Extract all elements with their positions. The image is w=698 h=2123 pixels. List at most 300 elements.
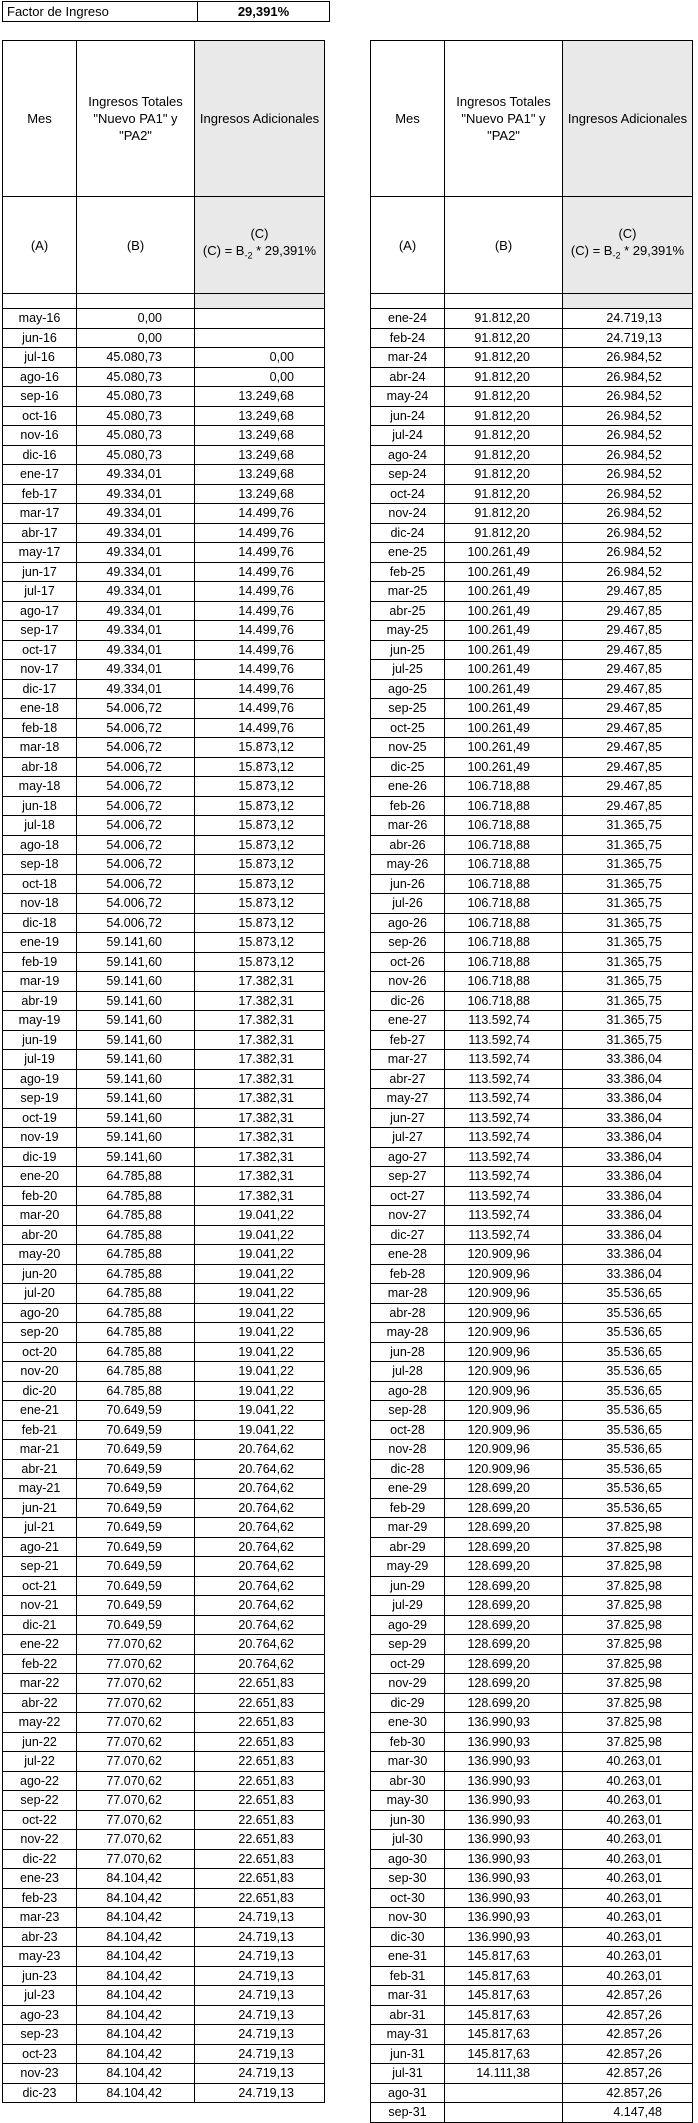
cell-mes[interactable]: jul-22 bbox=[3, 1752, 77, 1772]
cell-ingresos-adicionales[interactable]: 33.386,04 bbox=[563, 1069, 693, 1089]
cell-ingresos-totales[interactable]: 70.649,59 bbox=[77, 1537, 195, 1557]
cell-ingresos-totales[interactable]: 64.785,88 bbox=[77, 1245, 195, 1265]
cell-mes[interactable]: may-26 bbox=[371, 855, 445, 875]
cell-mes[interactable]: feb-29 bbox=[371, 1498, 445, 1518]
cell-ingresos-adicionales[interactable]: 37.825,98 bbox=[563, 1713, 693, 1733]
cell-mes[interactable]: nov-17 bbox=[3, 660, 77, 680]
cell-mes[interactable]: ene-28 bbox=[371, 1245, 445, 1265]
cell-ingresos-adicionales[interactable]: 15.873,12 bbox=[195, 757, 325, 777]
cell-ingresos-adicionales[interactable]: 42.857,26 bbox=[563, 1986, 693, 2006]
cell-ingresos-adicionales[interactable]: 20.764,62 bbox=[195, 1576, 325, 1596]
cell-ingresos-totales[interactable]: 128.699,20 bbox=[445, 1537, 563, 1557]
cell-ingresos-adicionales[interactable]: 31.365,75 bbox=[563, 1011, 693, 1031]
cell-ingresos-adicionales[interactable]: 31.365,75 bbox=[563, 1030, 693, 1050]
cell-mes[interactable]: oct-27 bbox=[371, 1186, 445, 1206]
cell-ingresos-adicionales[interactable]: 24.719,13 bbox=[195, 2064, 325, 2084]
cell-ingresos-totales[interactable]: 64.785,88 bbox=[77, 1264, 195, 1284]
cell-mes[interactable]: sep-29 bbox=[371, 1635, 445, 1655]
cell-mes[interactable]: jul-27 bbox=[371, 1128, 445, 1148]
cell-ingresos-totales[interactable]: 77.070,62 bbox=[77, 1791, 195, 1811]
cell-ingresos-adicionales[interactable]: 14.499,76 bbox=[195, 601, 325, 621]
cell-ingresos-totales[interactable]: 136.990,93 bbox=[445, 1908, 563, 1928]
cell-ingresos-adicionales[interactable]: 31.365,75 bbox=[563, 991, 693, 1011]
cell-ingresos-adicionales[interactable]: 22.651,83 bbox=[195, 1888, 325, 1908]
cell-ingresos-adicionales[interactable]: 19.041,22 bbox=[195, 1420, 325, 1440]
cell-mes[interactable]: ene-27 bbox=[371, 1011, 445, 1031]
cell-ingresos-totales[interactable]: 84.104,42 bbox=[77, 1966, 195, 1986]
cell-mes[interactable]: abr-25 bbox=[371, 601, 445, 621]
cell-ingresos-totales[interactable]: 91.812,20 bbox=[445, 484, 563, 504]
cell-ingresos-totales[interactable]: 49.334,01 bbox=[77, 601, 195, 621]
cell-ingresos-totales[interactable]: 120.909,96 bbox=[445, 1342, 563, 1362]
cell-ingresos-totales[interactable]: 128.699,20 bbox=[445, 1479, 563, 1499]
cell-ingresos-totales[interactable]: 100.261,49 bbox=[445, 601, 563, 621]
cell-ingresos-totales[interactable]: 100.261,49 bbox=[445, 679, 563, 699]
cell-mes[interactable]: may-19 bbox=[3, 1011, 77, 1031]
cell-ingresos-adicionales[interactable]: 14.499,76 bbox=[195, 699, 325, 719]
cell-ingresos-totales[interactable]: 84.104,42 bbox=[77, 2044, 195, 2064]
cell-ingresos-totales[interactable]: 128.699,20 bbox=[445, 1596, 563, 1616]
cell-mes[interactable]: nov-22 bbox=[3, 1830, 77, 1850]
cell-mes[interactable]: dic-26 bbox=[371, 991, 445, 1011]
cell-ingresos-adicionales[interactable]: 37.825,98 bbox=[563, 1615, 693, 1635]
cell-ingresos-adicionales[interactable]: 20.764,62 bbox=[195, 1615, 325, 1635]
cell-mes[interactable]: may-21 bbox=[3, 1479, 77, 1499]
cell-ingresos-adicionales[interactable]: 29.467,85 bbox=[563, 601, 693, 621]
cell-ingresos-totales[interactable] bbox=[445, 2103, 563, 2123]
cell-ingresos-adicionales[interactable]: 37.825,98 bbox=[563, 1732, 693, 1752]
cell-ingresos-totales[interactable]: 84.104,42 bbox=[77, 2005, 195, 2025]
cell-ingresos-adicionales[interactable]: 29.467,85 bbox=[563, 679, 693, 699]
cell-mes[interactable]: ago-31 bbox=[371, 2083, 445, 2103]
cell-ingresos-adicionales[interactable]: 26.984,52 bbox=[563, 562, 693, 582]
cell-ingresos-totales[interactable]: 64.785,88 bbox=[77, 1206, 195, 1226]
cell-mes[interactable]: ene-25 bbox=[371, 543, 445, 563]
cell-ingresos-adicionales[interactable]: 33.386,04 bbox=[563, 1264, 693, 1284]
cell-ingresos-totales[interactable]: 91.812,20 bbox=[445, 465, 563, 485]
cell-ingresos-adicionales[interactable]: 19.041,22 bbox=[195, 1225, 325, 1245]
cell-ingresos-adicionales[interactable]: 24.719,13 bbox=[195, 2025, 325, 2045]
cell-ingresos-adicionales[interactable]: 29.467,85 bbox=[563, 777, 693, 797]
cell-ingresos-totales[interactable]: 106.718,88 bbox=[445, 933, 563, 953]
cell-ingresos-adicionales[interactable]: 19.041,22 bbox=[195, 1284, 325, 1304]
cell-ingresos-adicionales[interactable]: 20.764,62 bbox=[195, 1635, 325, 1655]
cell-mes[interactable]: mar-28 bbox=[371, 1284, 445, 1304]
cell-ingresos-totales[interactable]: 128.699,20 bbox=[445, 1576, 563, 1596]
header-ingresos-adicionales[interactable]: Ingresos Adicionales bbox=[563, 41, 693, 197]
cell-mes[interactable]: nov-29 bbox=[371, 1674, 445, 1694]
cell-mes[interactable]: abr-17 bbox=[3, 523, 77, 543]
cell-ingresos-totales[interactable]: 136.990,93 bbox=[445, 1927, 563, 1947]
cell-ingresos-totales[interactable]: 100.261,49 bbox=[445, 621, 563, 641]
cell-ingresos-totales[interactable]: 136.990,93 bbox=[445, 1830, 563, 1850]
cell-ingresos-totales[interactable]: 84.104,42 bbox=[77, 1869, 195, 1889]
cell-mes[interactable]: jul-30 bbox=[371, 1830, 445, 1850]
cell-ingresos-totales[interactable]: 49.334,01 bbox=[77, 543, 195, 563]
cell-ingresos-adicionales[interactable]: 13.249,68 bbox=[195, 484, 325, 504]
cell-mes[interactable]: feb-26 bbox=[371, 796, 445, 816]
cell-mes[interactable]: mar-17 bbox=[3, 504, 77, 524]
cell-ingresos-adicionales[interactable]: 24.719,13 bbox=[195, 1966, 325, 1986]
cell-ingresos-totales[interactable]: 106.718,88 bbox=[445, 855, 563, 875]
cell-mes[interactable]: may-31 bbox=[371, 2025, 445, 2045]
cell-ingresos-adicionales[interactable]: 20.764,62 bbox=[195, 1459, 325, 1479]
cell-ingresos-adicionales[interactable]: 26.984,52 bbox=[563, 367, 693, 387]
cell-ingresos-totales[interactable]: 70.649,59 bbox=[77, 1557, 195, 1577]
cell-ingresos-adicionales[interactable]: 14.499,76 bbox=[195, 660, 325, 680]
cell-ingresos-adicionales[interactable]: 35.536,65 bbox=[563, 1440, 693, 1460]
cell-ingresos-totales[interactable]: 70.649,59 bbox=[77, 1459, 195, 1479]
cell-ingresos-totales[interactable]: 100.261,49 bbox=[445, 582, 563, 602]
cell-ingresos-adicionales[interactable]: 37.825,98 bbox=[563, 1537, 693, 1557]
cell-mes[interactable]: oct-30 bbox=[371, 1888, 445, 1908]
cell-mes[interactable]: jul-28 bbox=[371, 1362, 445, 1382]
cell-mes[interactable]: jun-23 bbox=[3, 1966, 77, 1986]
cell-mes[interactable]: may-28 bbox=[371, 1323, 445, 1343]
cell-mes[interactable]: nov-18 bbox=[3, 894, 77, 914]
cell-mes[interactable]: feb-23 bbox=[3, 1888, 77, 1908]
cell-ingresos-adicionales[interactable]: 26.984,52 bbox=[563, 543, 693, 563]
cell-ingresos-totales[interactable]: 77.070,62 bbox=[77, 1654, 195, 1674]
cell-ingresos-adicionales[interactable]: 33.386,04 bbox=[563, 1245, 693, 1265]
cell-ingresos-adicionales[interactable]: 13.249,68 bbox=[195, 406, 325, 426]
cell-ingresos-adicionales[interactable]: 15.873,12 bbox=[195, 777, 325, 797]
cell-ingresos-adicionales[interactable]: 4.147,48 bbox=[563, 2103, 693, 2123]
cell-mes[interactable]: sep-21 bbox=[3, 1557, 77, 1577]
cell-ingresos-adicionales[interactable]: 22.651,83 bbox=[195, 1771, 325, 1791]
cell-ingresos-adicionales[interactable]: 26.984,52 bbox=[563, 387, 693, 407]
cell-mes[interactable]: nov-27 bbox=[371, 1206, 445, 1226]
cell-mes[interactable]: ago-25 bbox=[371, 679, 445, 699]
cell-ingresos-adicionales[interactable]: 22.651,83 bbox=[195, 1713, 325, 1733]
cell-ingresos-adicionales[interactable]: 20.764,62 bbox=[195, 1518, 325, 1538]
cell-ingresos-totales[interactable]: 54.006,72 bbox=[77, 874, 195, 894]
cell-ingresos-adicionales[interactable]: 33.386,04 bbox=[563, 1050, 693, 1070]
cell-mes[interactable]: jun-22 bbox=[3, 1732, 77, 1752]
cell-mes[interactable]: nov-26 bbox=[371, 972, 445, 992]
cell-mes[interactable]: jul-20 bbox=[3, 1284, 77, 1304]
cell-ingresos-totales[interactable]: 45.080,73 bbox=[77, 387, 195, 407]
cell-ingresos-adicionales[interactable]: 40.263,01 bbox=[563, 1830, 693, 1850]
cell-mes[interactable]: abr-31 bbox=[371, 2005, 445, 2025]
cell-ingresos-adicionales[interactable]: 35.536,65 bbox=[563, 1459, 693, 1479]
cell-ingresos-totales[interactable]: 136.990,93 bbox=[445, 1888, 563, 1908]
cell-mes[interactable]: ago-19 bbox=[3, 1069, 77, 1089]
cell-mes[interactable]: feb-19 bbox=[3, 952, 77, 972]
cell-ingresos-totales[interactable]: 49.334,01 bbox=[77, 640, 195, 660]
cell-ingresos-totales[interactable]: 136.990,93 bbox=[445, 1791, 563, 1811]
cell-ingresos-totales[interactable]: 54.006,72 bbox=[77, 894, 195, 914]
cell-mes[interactable]: sep-28 bbox=[371, 1401, 445, 1421]
cell-ingresos-totales[interactable]: 128.699,20 bbox=[445, 1518, 563, 1538]
cell-mes[interactable]: feb-21 bbox=[3, 1420, 77, 1440]
cell-mes[interactable]: feb-31 bbox=[371, 1966, 445, 1986]
cell-ingresos-totales[interactable]: 106.718,88 bbox=[445, 972, 563, 992]
cell-mes[interactable]: dic-24 bbox=[371, 523, 445, 543]
cell-mes[interactable]: jun-31 bbox=[371, 2044, 445, 2064]
cell-mes[interactable]: ago-29 bbox=[371, 1615, 445, 1635]
cell-ingresos-totales[interactable]: 120.909,96 bbox=[445, 1303, 563, 1323]
cell-ingresos-totales[interactable]: 106.718,88 bbox=[445, 835, 563, 855]
cell-ingresos-adicionales[interactable]: 35.536,65 bbox=[563, 1303, 693, 1323]
cell-ingresos-totales[interactable]: 77.070,62 bbox=[77, 1830, 195, 1850]
cell-ingresos-totales[interactable]: 70.649,59 bbox=[77, 1440, 195, 1460]
cell-mes[interactable]: abr-26 bbox=[371, 835, 445, 855]
cell-ingresos-adicionales[interactable]: 22.651,83 bbox=[195, 1849, 325, 1869]
cell-ingresos-totales[interactable]: 120.909,96 bbox=[445, 1362, 563, 1382]
cell-ingresos-totales[interactable]: 0,00 bbox=[77, 328, 195, 348]
cell-mes[interactable]: may-18 bbox=[3, 777, 77, 797]
cell-mes[interactable]: mar-18 bbox=[3, 738, 77, 758]
cell-ingresos-totales[interactable]: 145.817,63 bbox=[445, 2025, 563, 2045]
cell-ingresos-totales[interactable]: 84.104,42 bbox=[77, 2083, 195, 2103]
cell-ingresos-adicionales[interactable]: 24.719,13 bbox=[195, 2005, 325, 2025]
cell-ingresos-adicionales[interactable]: 35.536,65 bbox=[563, 1323, 693, 1343]
cell-mes[interactable]: dic-20 bbox=[3, 1381, 77, 1401]
cell-ingresos-adicionales[interactable]: 19.041,22 bbox=[195, 1401, 325, 1421]
cell-ingresos-adicionales[interactable]: 17.382,31 bbox=[195, 1069, 325, 1089]
cell-ingresos-adicionales[interactable]: 13.249,68 bbox=[195, 387, 325, 407]
cell-mes[interactable]: sep-16 bbox=[3, 387, 77, 407]
cell-ingresos-adicionales[interactable]: 15.873,12 bbox=[195, 855, 325, 875]
cell-ingresos-totales[interactable]: 113.592,74 bbox=[445, 1089, 563, 1109]
cell-mes[interactable]: dic-25 bbox=[371, 757, 445, 777]
cell-mes[interactable]: jul-23 bbox=[3, 1986, 77, 2006]
cell-ingresos-adicionales[interactable]: 42.857,26 bbox=[563, 2025, 693, 2045]
cell-mes[interactable]: abr-28 bbox=[371, 1303, 445, 1323]
cell-ingresos-adicionales[interactable]: 29.467,85 bbox=[563, 621, 693, 641]
cell-mes[interactable]: ago-23 bbox=[3, 2005, 77, 2025]
header-code-a[interactable]: (A) bbox=[371, 197, 445, 294]
cell-ingresos-adicionales[interactable]: 35.536,65 bbox=[563, 1498, 693, 1518]
cell-ingresos-adicionales[interactable]: 24.719,13 bbox=[195, 2044, 325, 2064]
cell-ingresos-adicionales[interactable]: 14.499,76 bbox=[195, 582, 325, 602]
header-ingresos-totales[interactable]: Ingresos Totales "Nuevo PA1" y "PA2" bbox=[77, 41, 195, 197]
cell-ingresos-adicionales[interactable]: 22.651,83 bbox=[195, 1869, 325, 1889]
cell-mes[interactable]: ene-21 bbox=[3, 1401, 77, 1421]
cell-ingresos-adicionales[interactable]: 15.873,12 bbox=[195, 933, 325, 953]
cell-mes[interactable]: mar-27 bbox=[371, 1050, 445, 1070]
cell-mes[interactable]: sep-25 bbox=[371, 699, 445, 719]
cell-ingresos-adicionales[interactable]: 22.651,83 bbox=[195, 1830, 325, 1850]
cell-ingresos-adicionales[interactable]: 15.873,12 bbox=[195, 894, 325, 914]
cell-ingresos-totales[interactable]: 84.104,42 bbox=[77, 2064, 195, 2084]
cell-ingresos-adicionales[interactable]: 14.499,76 bbox=[195, 543, 325, 563]
cell-ingresos-adicionales[interactable]: 35.536,65 bbox=[563, 1401, 693, 1421]
cell-mes[interactable]: sep-20 bbox=[3, 1323, 77, 1343]
cell-mes[interactable]: ene-24 bbox=[371, 309, 445, 329]
cell-ingresos-totales[interactable]: 136.990,93 bbox=[445, 1849, 563, 1869]
cell-mes[interactable]: dic-29 bbox=[371, 1693, 445, 1713]
cell-ingresos-adicionales[interactable]: 26.984,52 bbox=[563, 426, 693, 446]
cell-ingresos-totales[interactable]: 145.817,63 bbox=[445, 1986, 563, 2006]
cell-ingresos-totales[interactable]: 49.334,01 bbox=[77, 582, 195, 602]
cell-mes[interactable]: jul-16 bbox=[3, 348, 77, 368]
cell-mes[interactable]: dic-17 bbox=[3, 679, 77, 699]
cell-mes[interactable]: may-23 bbox=[3, 1947, 77, 1967]
cell-mes[interactable]: jun-27 bbox=[371, 1108, 445, 1128]
cell-mes[interactable]: abr-21 bbox=[3, 1459, 77, 1479]
cell-mes[interactable]: oct-20 bbox=[3, 1342, 77, 1362]
cell-ingresos-totales[interactable]: 70.649,59 bbox=[77, 1401, 195, 1421]
cell-mes[interactable]: ago-17 bbox=[3, 601, 77, 621]
cell-ingresos-totales[interactable]: 136.990,93 bbox=[445, 1869, 563, 1889]
cell-mes[interactable]: ago-16 bbox=[3, 367, 77, 387]
cell-mes[interactable]: abr-22 bbox=[3, 1693, 77, 1713]
cell-mes[interactable]: feb-18 bbox=[3, 718, 77, 738]
cell-ingresos-adicionales[interactable]: 19.041,22 bbox=[195, 1362, 325, 1382]
cell-ingresos-totales[interactable]: 54.006,72 bbox=[77, 816, 195, 836]
cell-ingresos-adicionales[interactable]: 24.719,13 bbox=[195, 1908, 325, 1928]
cell-ingresos-adicionales[interactable]: 19.041,22 bbox=[195, 1342, 325, 1362]
cell-mes[interactable]: mar-21 bbox=[3, 1440, 77, 1460]
cell-mes[interactable]: sep-17 bbox=[3, 621, 77, 641]
cell-ingresos-totales[interactable]: 113.592,74 bbox=[445, 1167, 563, 1187]
cell-ingresos-adicionales[interactable]: 40.263,01 bbox=[563, 1849, 693, 1869]
cell-ingresos-totales[interactable]: 70.649,59 bbox=[77, 1420, 195, 1440]
cell-ingresos-adicionales[interactable]: 0,00 bbox=[195, 348, 325, 368]
header-code-b[interactable]: (B) bbox=[445, 197, 563, 294]
cell-ingresos-adicionales[interactable]: 17.382,31 bbox=[195, 1050, 325, 1070]
cell-ingresos-adicionales[interactable]: 14.499,76 bbox=[195, 504, 325, 524]
cell-ingresos-totales[interactable]: 120.909,96 bbox=[445, 1401, 563, 1421]
cell-mes[interactable]: ago-20 bbox=[3, 1303, 77, 1323]
cell-ingresos-totales[interactable]: 106.718,88 bbox=[445, 796, 563, 816]
cell-ingresos-adicionales[interactable]: 37.825,98 bbox=[563, 1654, 693, 1674]
cell-ingresos-totales[interactable]: 70.649,59 bbox=[77, 1596, 195, 1616]
factor-value[interactable]: 29,391% bbox=[198, 2, 330, 22]
cell-mes[interactable]: sep-23 bbox=[3, 2025, 77, 2045]
cell-mes[interactable]: abr-20 bbox=[3, 1225, 77, 1245]
cell-ingresos-totales[interactable]: 120.909,96 bbox=[445, 1264, 563, 1284]
cell-mes[interactable]: oct-17 bbox=[3, 640, 77, 660]
cell-ingresos-adicionales[interactable]: 37.825,98 bbox=[563, 1635, 693, 1655]
cell-ingresos-adicionales[interactable] bbox=[195, 328, 325, 348]
cell-mes[interactable]: dic-22 bbox=[3, 1849, 77, 1869]
cell-mes[interactable]: may-25 bbox=[371, 621, 445, 641]
cell-ingresos-adicionales[interactable]: 19.041,22 bbox=[195, 1381, 325, 1401]
cell-ingresos-totales[interactable]: 64.785,88 bbox=[77, 1381, 195, 1401]
cell-mes[interactable]: mar-20 bbox=[3, 1206, 77, 1226]
cell-mes[interactable]: mar-29 bbox=[371, 1518, 445, 1538]
cell-ingresos-adicionales[interactable]: 31.365,75 bbox=[563, 972, 693, 992]
cell-ingresos-totales[interactable]: 70.649,59 bbox=[77, 1498, 195, 1518]
cell-ingresos-totales[interactable]: 106.718,88 bbox=[445, 952, 563, 972]
cell-mes[interactable]: feb-24 bbox=[371, 328, 445, 348]
header-mes[interactable]: Mes bbox=[371, 41, 445, 197]
cell-mes[interactable]: ago-27 bbox=[371, 1147, 445, 1167]
cell-mes[interactable]: oct-28 bbox=[371, 1420, 445, 1440]
cell-ingresos-totales[interactable]: 54.006,72 bbox=[77, 796, 195, 816]
cell-ingresos-adicionales[interactable]: 22.651,83 bbox=[195, 1791, 325, 1811]
cell-ingresos-adicionales[interactable]: 31.365,75 bbox=[563, 835, 693, 855]
cell-mes[interactable]: ago-21 bbox=[3, 1537, 77, 1557]
cell-ingresos-adicionales[interactable]: 37.825,98 bbox=[563, 1518, 693, 1538]
cell-ingresos-adicionales[interactable]: 33.386,04 bbox=[563, 1147, 693, 1167]
cell-ingresos-totales[interactable]: 64.785,88 bbox=[77, 1186, 195, 1206]
cell-mes[interactable]: may-24 bbox=[371, 387, 445, 407]
cell-ingresos-adicionales[interactable]: 40.263,01 bbox=[563, 1927, 693, 1947]
cell-ingresos-totales[interactable]: 113.592,74 bbox=[445, 1206, 563, 1226]
cell-ingresos-adicionales[interactable]: 42.857,26 bbox=[563, 2044, 693, 2064]
cell-ingresos-adicionales[interactable]: 17.382,31 bbox=[195, 1030, 325, 1050]
cell-ingresos-totales[interactable]: 64.785,88 bbox=[77, 1303, 195, 1323]
cell-ingresos-totales[interactable]: 136.990,93 bbox=[445, 1771, 563, 1791]
cell-mes[interactable]: may-27 bbox=[371, 1089, 445, 1109]
cell-mes[interactable]: may-17 bbox=[3, 543, 77, 563]
cell-ingresos-adicionales[interactable]: 33.386,04 bbox=[563, 1167, 693, 1187]
cell-mes[interactable]: jun-28 bbox=[371, 1342, 445, 1362]
cell-ingresos-totales[interactable]: 84.104,42 bbox=[77, 1888, 195, 1908]
cell-mes[interactable]: dic-28 bbox=[371, 1459, 445, 1479]
cell-ingresos-totales[interactable]: 91.812,20 bbox=[445, 348, 563, 368]
cell-ingresos-totales[interactable]: 45.080,73 bbox=[77, 426, 195, 446]
cell-mes[interactable]: abr-19 bbox=[3, 991, 77, 1011]
cell-mes[interactable]: mar-31 bbox=[371, 1986, 445, 2006]
cell-ingresos-totales[interactable]: 120.909,96 bbox=[445, 1381, 563, 1401]
cell-ingresos-totales[interactable]: 77.070,62 bbox=[77, 1771, 195, 1791]
cell-mes[interactable]: jun-20 bbox=[3, 1264, 77, 1284]
cell-ingresos-adicionales[interactable]: 35.536,65 bbox=[563, 1342, 693, 1362]
cell-mes[interactable]: sep-19 bbox=[3, 1089, 77, 1109]
cell-ingresos-adicionales[interactable]: 40.263,01 bbox=[563, 1888, 693, 1908]
cell-ingresos-adicionales[interactable]: 33.386,04 bbox=[563, 1206, 693, 1226]
cell-ingresos-totales[interactable]: 54.006,72 bbox=[77, 913, 195, 933]
cell-ingresos-totales[interactable]: 128.699,20 bbox=[445, 1635, 563, 1655]
cell-mes[interactable]: feb-27 bbox=[371, 1030, 445, 1050]
cell-ingresos-adicionales[interactable]: 40.263,01 bbox=[563, 1771, 693, 1791]
cell-ingresos-totales[interactable]: 49.334,01 bbox=[77, 484, 195, 504]
cell-ingresos-totales[interactable]: 120.909,96 bbox=[445, 1323, 563, 1343]
cell-mes[interactable]: nov-21 bbox=[3, 1596, 77, 1616]
cell-ingresos-adicionales[interactable]: 31.365,75 bbox=[563, 855, 693, 875]
cell-ingresos-adicionales[interactable]: 13.249,68 bbox=[195, 426, 325, 446]
cell-ingresos-adicionales[interactable]: 29.467,85 bbox=[563, 757, 693, 777]
cell-ingresos-totales[interactable]: 120.909,96 bbox=[445, 1440, 563, 1460]
cell-ingresos-adicionales[interactable]: 40.263,01 bbox=[563, 1791, 693, 1811]
cell-ingresos-adicionales[interactable]: 31.365,75 bbox=[563, 933, 693, 953]
cell-ingresos-adicionales[interactable]: 24.719,13 bbox=[563, 328, 693, 348]
cell-ingresos-totales[interactable]: 106.718,88 bbox=[445, 991, 563, 1011]
cell-mes[interactable]: jun-30 bbox=[371, 1810, 445, 1830]
cell-ingresos-totales[interactable]: 45.080,73 bbox=[77, 406, 195, 426]
cell-ingresos-totales[interactable]: 113.592,74 bbox=[445, 1186, 563, 1206]
cell-ingresos-totales[interactable]: 128.699,20 bbox=[445, 1615, 563, 1635]
cell-mes[interactable]: oct-19 bbox=[3, 1108, 77, 1128]
cell-mes[interactable]: abr-24 bbox=[371, 367, 445, 387]
cell-mes[interactable]: feb-28 bbox=[371, 1264, 445, 1284]
cell-ingresos-totales[interactable]: 84.104,42 bbox=[77, 1947, 195, 1967]
cell-ingresos-totales[interactable]: 100.261,49 bbox=[445, 640, 563, 660]
cell-mes[interactable]: jul-26 bbox=[371, 894, 445, 914]
cell-ingresos-adicionales[interactable]: 15.873,12 bbox=[195, 738, 325, 758]
cell-ingresos-adicionales[interactable]: 31.365,75 bbox=[563, 816, 693, 836]
cell-ingresos-totales[interactable]: 59.141,60 bbox=[77, 1069, 195, 1089]
cell-ingresos-adicionales[interactable]: 40.263,01 bbox=[563, 1947, 693, 1967]
cell-ingresos-adicionales[interactable]: 19.041,22 bbox=[195, 1206, 325, 1226]
cell-ingresos-totales[interactable]: 77.070,62 bbox=[77, 1849, 195, 1869]
cell-mes[interactable]: jun-26 bbox=[371, 874, 445, 894]
cell-mes[interactable]: nov-28 bbox=[371, 1440, 445, 1460]
cell-mes[interactable]: nov-20 bbox=[3, 1362, 77, 1382]
cell-ingresos-totales[interactable]: 49.334,01 bbox=[77, 660, 195, 680]
cell-ingresos-adicionales[interactable]: 19.041,22 bbox=[195, 1245, 325, 1265]
cell-ingresos-totales[interactable]: 100.261,49 bbox=[445, 660, 563, 680]
cell-ingresos-adicionales[interactable]: 22.651,83 bbox=[195, 1732, 325, 1752]
cell-mes[interactable]: ago-24 bbox=[371, 445, 445, 465]
cell-mes[interactable]: ago-18 bbox=[3, 835, 77, 855]
cell-mes[interactable]: jun-29 bbox=[371, 1576, 445, 1596]
